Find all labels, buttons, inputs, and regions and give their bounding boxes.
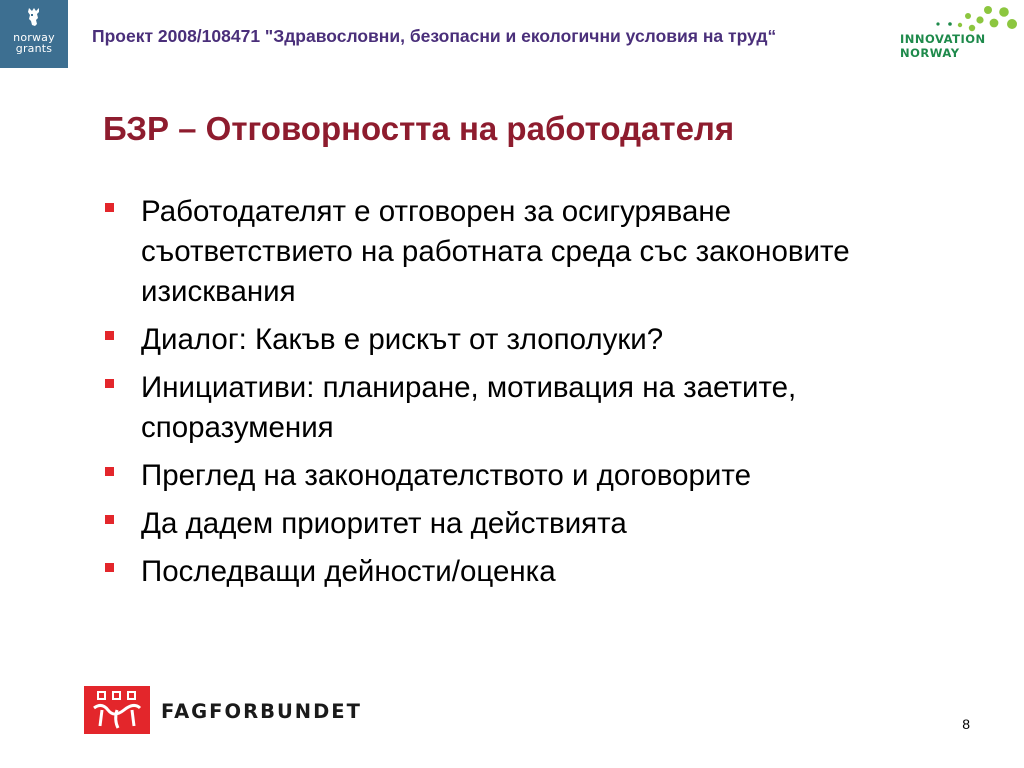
bullet-text: Преглед на законодателството и договорите [141, 459, 751, 492]
page-number: 8 [962, 716, 970, 732]
bullet-item [103, 368, 923, 448]
bullet-item [103, 320, 923, 360]
norway-grants-line1: norway [13, 31, 55, 44]
square-bullet-icon [105, 331, 114, 340]
norway-grants-line2: grants [15, 42, 53, 55]
bullet-text: Работодателят е отговорен за осигуряване съответствието на работната среда със законовите изисквания [141, 195, 850, 308]
fagforbundet-logo [84, 686, 364, 736]
bullet-item [103, 192, 923, 312]
innovation-norway-line2: NORWAY [900, 46, 960, 60]
square-bullet-icon [105, 467, 114, 476]
fagforbundet-wordmark: FAGFORBUNDET [161, 700, 362, 723]
bullet-text: Да дадем приоритет на действията [141, 507, 627, 540]
bullet-text: Инициативи: планиране, мотивация на заетите, споразумения [141, 371, 797, 444]
bullet-item [103, 552, 923, 592]
innovation-norway-logo [898, 4, 1022, 68]
bullet-item [103, 456, 923, 496]
square-bullet-icon [105, 203, 114, 212]
bullet-item [103, 504, 923, 544]
fagforbundet-people-icon [84, 686, 150, 734]
square-bullet-icon [105, 515, 114, 524]
project-title: Проект 2008/108471 "Здравословни, безопасни и екологични условия на труд“ [92, 26, 777, 46]
bullet-text: Последващи дейности/оценка [141, 555, 556, 588]
square-bullet-icon [105, 563, 114, 572]
norwegian-lion-crest-icon [23, 6, 45, 28]
innovation-dots-icon [898, 4, 1022, 34]
slide-title: БЗР – Отговорността на работодателя [103, 110, 735, 147]
slide-header [0, 0, 1024, 72]
bullet-list [103, 192, 923, 600]
square-bullet-icon [105, 379, 114, 388]
innovation-norway-line1: INNOVATION [900, 32, 986, 46]
bullet-text: Диалог: Какъв е рискът от злополуки? [141, 323, 664, 356]
norway-grants-logo [0, 0, 68, 68]
